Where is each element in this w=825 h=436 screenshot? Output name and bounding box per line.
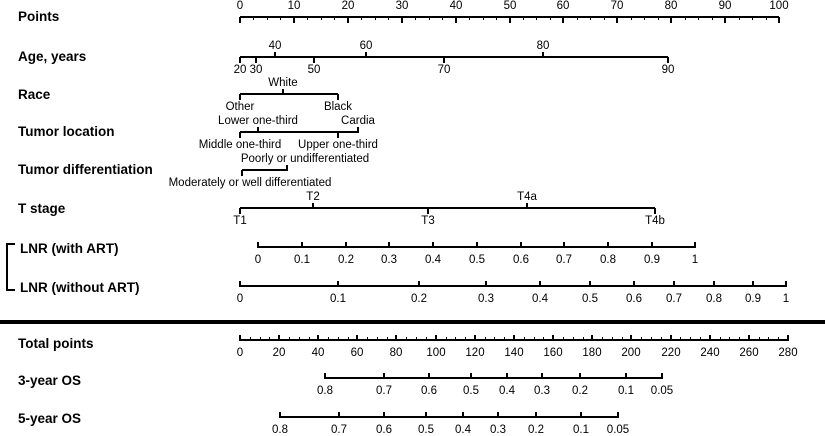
tick-age [667, 57, 669, 63]
tick-lnr-with-art [607, 242, 609, 248]
tick-label-lnr-with-art: 0.5 [469, 254, 485, 266]
tick-label-t-stage: T3 [421, 215, 435, 227]
tick-total-points [709, 335, 711, 341]
minor-tick-total-points [260, 337, 261, 340]
minor-tick-total-points [524, 337, 525, 340]
minor-tick-points [712, 17, 713, 20]
tick-total-points [552, 335, 554, 341]
tick-label-lnr-with-art: 0.1 [294, 254, 310, 266]
minor-tick-total-points [612, 337, 613, 340]
minor-tick-points [267, 17, 268, 20]
tick-label-os-3-year: 0.7 [376, 385, 392, 397]
tick-label-points: 0 [236, 0, 244, 12]
tick-points [616, 17, 618, 23]
tick-label-age: 80 [536, 40, 550, 52]
minor-tick-points [631, 17, 632, 20]
minor-tick-total-points [416, 337, 417, 340]
tick-label-tumor-location: Lower one-third [218, 115, 298, 127]
tick-os-3-year [579, 373, 581, 379]
tick-lnr-with-art [345, 242, 347, 248]
tick-label-os-5-year: 0.05 [606, 424, 630, 436]
tick-label-lnr-without-art: 0.5 [582, 293, 598, 305]
minor-tick-points [415, 17, 416, 20]
tick-os-5-year [462, 412, 464, 418]
tick-os-3-year [383, 373, 385, 379]
tick-label-age: 50 [307, 64, 321, 76]
tick-label-points: 40 [449, 0, 463, 12]
tick-lnr-without-art [633, 281, 635, 287]
tick-label-lnr-with-art: 0.8 [600, 254, 616, 266]
tick-os-5-year [497, 412, 499, 418]
axis-title-race: Race [18, 87, 51, 102]
tick-tumor-differentiation [241, 170, 243, 176]
tick-os-5-year [617, 412, 619, 418]
tick-label-points: 80 [664, 0, 678, 12]
minor-tick-points [334, 17, 335, 20]
tick-points [239, 17, 241, 23]
tick-tumor-location [239, 132, 241, 138]
tick-points [778, 17, 780, 23]
minor-tick-points [469, 17, 470, 20]
minor-tick-total-points [759, 337, 760, 340]
minor-tick-total-points [661, 337, 662, 340]
tick-label-tumor-location: Middle one-third [198, 139, 282, 151]
minor-tick-points [375, 17, 376, 20]
tick-lnr-without-art [673, 281, 675, 287]
tick-os-3-year [470, 373, 472, 379]
tick-label-lnr-with-art: 0.7 [556, 254, 572, 266]
minor-tick-points [536, 17, 537, 20]
minor-tick-total-points [563, 337, 564, 340]
tick-lnr-with-art [563, 242, 565, 248]
tick-points [293, 17, 295, 23]
tick-lnr-without-art [337, 281, 339, 287]
axis-line-os-5-year [280, 416, 618, 418]
tick-label-os-5-year: 0.4 [455, 424, 471, 436]
minor-tick-total-points [534, 337, 535, 340]
minor-tick-points [321, 17, 322, 20]
tick-label-tumor-location: Cardia [341, 115, 375, 127]
tick-points [724, 17, 726, 23]
tick-label-total-points: 260 [739, 347, 759, 359]
tick-label-age: 20 [233, 64, 247, 76]
tick-age [313, 57, 315, 63]
minor-tick-total-points [309, 337, 310, 340]
tick-label-age: 90 [661, 64, 675, 76]
tick-label-total-points: 200 [621, 347, 641, 359]
tick-os-5-year [580, 412, 582, 418]
section-divider [0, 320, 825, 324]
minor-tick-total-points [485, 337, 486, 340]
tick-lnr-without-art [539, 281, 541, 287]
minor-tick-total-points [455, 337, 456, 340]
minor-tick-points [280, 17, 281, 20]
minor-tick-points [604, 17, 605, 20]
axis-title-age: Age, years [18, 49, 87, 64]
minor-tick-total-points [602, 337, 603, 340]
tick-label-age: 30 [249, 64, 263, 76]
tick-total-points [670, 335, 672, 341]
minor-tick-points [442, 17, 443, 20]
tick-label-lnr-without-art: 0 [236, 293, 244, 305]
minor-tick-total-points [720, 337, 721, 340]
tick-lnr-with-art [651, 242, 653, 248]
axis-line-os-3-year [325, 377, 662, 379]
tick-label-total-points: 280 [778, 347, 798, 359]
minor-tick-total-points [768, 337, 769, 340]
tick-age [443, 57, 445, 63]
axis-title-points: Points [18, 9, 60, 24]
axis-title-tumor-differentiation: Tumor differentiation [18, 162, 153, 177]
tick-label-os-5-year: 0.8 [272, 424, 288, 436]
tick-label-os-5-year: 0.5 [418, 424, 434, 436]
minor-tick-points [752, 17, 753, 20]
minor-tick-total-points [700, 337, 701, 340]
minor-tick-total-points [622, 337, 623, 340]
minor-tick-points [361, 17, 362, 20]
tick-label-points: 100 [769, 0, 789, 12]
tick-total-points [278, 335, 280, 341]
tick-label-points: 90 [718, 0, 732, 12]
tick-lnr-without-art [713, 281, 715, 287]
axis-line-race [240, 93, 338, 95]
tick-os-5-year [535, 412, 537, 418]
tick-label-lnr-with-art: 0 [254, 254, 262, 266]
tick-points [509, 17, 511, 23]
minor-tick-total-points [338, 337, 339, 340]
tick-label-age: 60 [359, 40, 373, 52]
tick-total-points [317, 335, 319, 341]
tick-label-lnr-without-art: 0.2 [411, 293, 427, 305]
tick-label-points: 30 [395, 0, 409, 12]
axis-title-lnr-with-art: LNR (with ART) [20, 241, 119, 256]
minor-tick-total-points [367, 337, 368, 340]
axis-line-tumor-differentiation [242, 169, 287, 171]
tick-label-lnr-with-art: 0.4 [425, 254, 441, 266]
tick-label-total-points: 0 [236, 347, 244, 359]
tick-label-os-5-year: 0.7 [331, 424, 347, 436]
tick-label-tumor-differentiation: Moderately or well differentiated [168, 177, 332, 189]
tick-label-os-3-year: 0.2 [572, 385, 588, 397]
tick-label-os-5-year: 0.2 [528, 424, 544, 436]
tick-label-points: 70 [610, 0, 624, 12]
minor-tick-total-points [269, 337, 270, 340]
tick-label-total-points: 180 [582, 347, 602, 359]
tick-label-t-stage: T1 [233, 215, 247, 227]
minor-tick-points [577, 17, 578, 20]
tick-lnr-without-art [752, 281, 754, 287]
tick-race [239, 94, 241, 100]
tick-label-os-5-year: 0.6 [376, 424, 392, 436]
minor-tick-total-points [250, 337, 251, 340]
minor-tick-points [429, 17, 430, 20]
tick-lnr-with-art [257, 242, 259, 248]
tick-label-points: 60 [556, 0, 570, 12]
tick-label-total-points: 220 [661, 347, 681, 359]
tick-t-stage [427, 208, 429, 214]
tick-label-t-stage: T4b [645, 215, 665, 227]
minor-tick-total-points [289, 337, 290, 340]
minor-tick-total-points [573, 337, 574, 340]
tick-label-lnr-without-art: 0.8 [706, 293, 722, 305]
tick-label-lnr-without-art: 0.3 [478, 293, 494, 305]
minor-tick-points [523, 17, 524, 20]
tick-points [455, 17, 457, 23]
tick-lnr-with-art [476, 242, 478, 248]
tick-os-3-year [541, 373, 543, 379]
tick-label-lnr-without-art: 1 [782, 293, 790, 305]
minor-tick-total-points [299, 337, 300, 340]
minor-tick-points [496, 17, 497, 20]
tick-points [347, 17, 349, 23]
tick-label-race: Black [323, 101, 353, 113]
minor-tick-points [739, 17, 740, 20]
tick-label-os-3-year: 0.6 [421, 385, 437, 397]
tick-lnr-with-art [694, 242, 696, 248]
tick-lnr-with-art [388, 242, 390, 248]
tick-label-lnr-with-art: 0.6 [513, 254, 529, 266]
minor-tick-points [658, 17, 659, 20]
tick-total-points [239, 335, 241, 341]
tick-total-points [630, 335, 632, 341]
minor-tick-points [388, 17, 389, 20]
tick-label-race: White [268, 77, 298, 89]
minor-tick-total-points [328, 337, 329, 340]
tick-label-lnr-without-art: 0.6 [626, 293, 642, 305]
tick-label-points: 20 [341, 0, 355, 12]
tick-os-5-year [425, 412, 427, 418]
minor-tick-points [698, 17, 699, 20]
axis-title-total-points: Total points [18, 336, 94, 351]
tick-os-3-year [324, 373, 326, 379]
minor-tick-points [644, 17, 645, 20]
tick-label-total-points: 240 [700, 347, 720, 359]
axis-title-tumor-location: Tumor location [18, 124, 115, 139]
tick-label-os-3-year: 0.3 [534, 385, 550, 397]
tick-lnr-with-art [301, 242, 303, 248]
tick-total-points [787, 335, 789, 341]
minor-tick-total-points [377, 337, 378, 340]
minor-tick-total-points [651, 337, 652, 340]
tick-lnr-without-art [418, 281, 420, 287]
tick-lnr-without-art [239, 281, 241, 287]
minor-tick-total-points [426, 337, 427, 340]
tick-label-lnr-without-art: 0.4 [532, 293, 548, 305]
tick-t-stage [239, 208, 241, 214]
minor-tick-total-points [543, 337, 544, 340]
tick-label-lnr-with-art: 1 [691, 254, 699, 266]
tick-label-os-5-year: 0.3 [490, 424, 506, 436]
axis-line-t-stage [240, 207, 655, 209]
tick-label-total-points: 160 [543, 347, 563, 359]
tick-label-points: 50 [503, 0, 517, 12]
minor-tick-total-points [778, 337, 779, 340]
minor-tick-total-points [583, 337, 584, 340]
tick-os-3-year [625, 373, 627, 379]
tick-label-lnr-without-art: 0.9 [745, 293, 761, 305]
axis-title-os-3-year: 3-year OS [18, 373, 82, 388]
tick-t-stage [654, 208, 656, 214]
tick-os-3-year [661, 373, 663, 379]
minor-tick-total-points [387, 337, 388, 340]
axis-title-lnr-without-art: LNR (without ART) [20, 280, 140, 295]
tick-label-os-3-year: 0.1 [618, 385, 634, 397]
minor-tick-points [590, 17, 591, 20]
tick-label-tumor-location: Upper one-third [298, 139, 378, 151]
tick-label-race: Other [225, 101, 255, 113]
axis-title-t-stage: T stage [18, 201, 66, 216]
tick-label-age: 40 [268, 40, 282, 52]
tick-age [239, 57, 241, 63]
tick-points [562, 17, 564, 23]
tick-lnr-without-art [589, 281, 591, 287]
minor-tick-total-points [680, 337, 681, 340]
minor-tick-total-points [739, 337, 740, 340]
tick-label-total-points: 100 [426, 347, 446, 359]
axis-line-age [240, 56, 668, 58]
minor-tick-total-points [465, 337, 466, 340]
tick-label-lnr-without-art: 0.1 [330, 293, 346, 305]
tick-label-total-points: 60 [350, 347, 364, 359]
tick-label-total-points: 80 [389, 347, 403, 359]
axis-line-lnr-without-art [240, 285, 787, 287]
minor-tick-points [685, 17, 686, 20]
tick-total-points [513, 335, 515, 341]
tick-total-points [435, 335, 437, 341]
minor-tick-total-points [690, 337, 691, 340]
tick-lnr-without-art [485, 281, 487, 287]
minor-tick-points [483, 17, 484, 20]
tick-os-3-year [428, 373, 430, 379]
minor-tick-total-points [504, 337, 505, 340]
tick-lnr-without-art [785, 281, 787, 287]
tick-lnr-with-art [432, 242, 434, 248]
tick-label-total-points: 20 [272, 347, 286, 359]
tick-label-os-3-year: 0.4 [499, 385, 515, 397]
tick-total-points [395, 335, 397, 341]
tick-os-5-year [279, 412, 281, 418]
tick-label-lnr-with-art: 0.2 [338, 254, 354, 266]
minor-tick-points [253, 17, 254, 20]
tick-label-lnr-without-art: 0.7 [666, 293, 682, 305]
tick-label-lnr-with-art: 0.3 [381, 254, 397, 266]
axis-title-os-5-year: 5-year OS [18, 411, 82, 426]
tick-label-points: 10 [287, 0, 301, 12]
tick-lnr-with-art [520, 242, 522, 248]
tick-os-5-year [383, 412, 385, 418]
tick-label-os-3-year: 0.8 [317, 385, 333, 397]
tick-age [255, 57, 257, 63]
tick-total-points [356, 335, 358, 341]
minor-tick-points [766, 17, 767, 20]
minor-tick-total-points [446, 337, 447, 340]
tick-label-total-points: 40 [311, 347, 325, 359]
minor-tick-total-points [641, 337, 642, 340]
tick-total-points [474, 335, 476, 341]
minor-tick-total-points [348, 337, 349, 340]
tick-label-age: 70 [437, 64, 451, 76]
minor-tick-points [550, 17, 551, 20]
tick-points [401, 17, 403, 23]
tick-label-t-stage: T2 [306, 191, 320, 203]
lnr-group-bracket [6, 243, 15, 291]
tick-tumor-location [337, 132, 339, 138]
tick-label-lnr-with-art: 0.9 [644, 254, 660, 266]
tick-label-os-5-year: 0.1 [573, 424, 589, 436]
tick-label-total-points: 120 [465, 347, 485, 359]
tick-total-points [591, 335, 593, 341]
minor-tick-total-points [729, 337, 730, 340]
tick-race [337, 94, 339, 100]
tick-os-3-year [506, 373, 508, 379]
tick-label-os-3-year: 0.5 [463, 385, 479, 397]
tick-label-tumor-differentiation: Poorly or undifferentiated [240, 153, 370, 165]
minor-tick-total-points [494, 337, 495, 340]
tick-label-total-points: 140 [504, 347, 524, 359]
tick-label-os-3-year: 0.05 [650, 385, 674, 397]
tick-label-t-stage: T4a [517, 191, 537, 203]
tick-os-5-year [338, 412, 340, 418]
minor-tick-total-points [406, 337, 407, 340]
tick-total-points [748, 335, 750, 341]
tick-points [670, 17, 672, 23]
minor-tick-points [307, 17, 308, 20]
